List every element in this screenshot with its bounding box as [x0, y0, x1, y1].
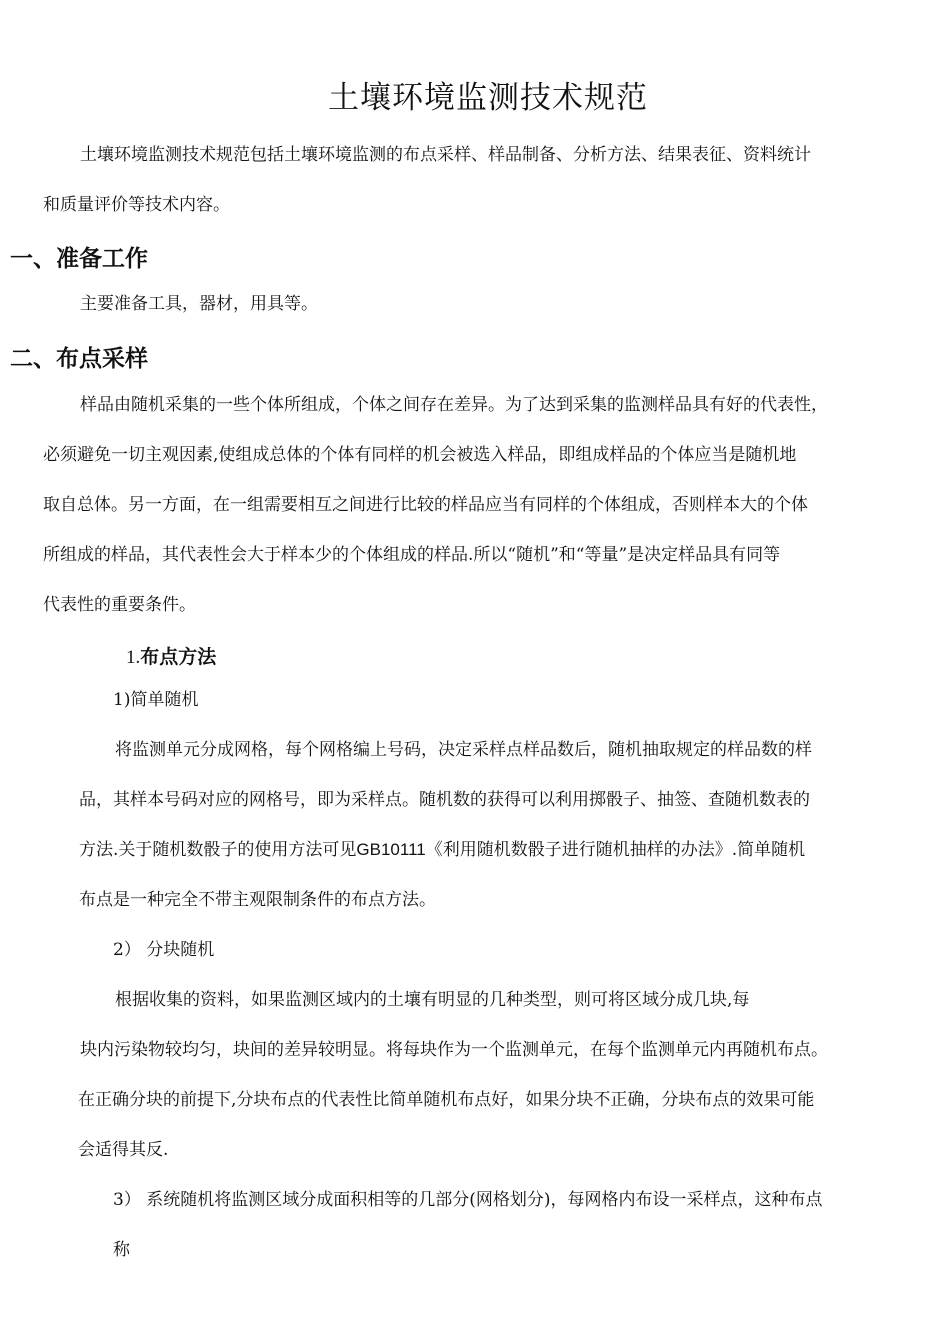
item-label-block-random: 2） 分块随机 — [113, 940, 215, 960]
simple-random-line-3-a: 方法.关于随机数骰子的使用方法可见 — [79, 840, 357, 860]
simple-random-line-2: 品，其样本号码对应的网格号，即为采样点。随机数的获得可以利用掷骰子、抽签、查随机数表的 — [79, 790, 810, 810]
subsection-number: 1. — [126, 647, 141, 668]
simple-random-line-4: 布点是一种完全不带主观限制条件的布点方法。 — [79, 890, 436, 910]
sampling-para-line-1: 样品由随机采集的一些个体所组成，个体之间存在差异。为了达到采集的监测样品具有好的代表性， — [80, 395, 828, 415]
preparation-text: 主要准备工具，器材，用具等。 — [80, 294, 318, 314]
system-random-line-1: 3） 系统随机将监测区域分成面积相等的几部分(网格划分)，每网格内布设一采样点，这种布点 — [113, 1190, 823, 1210]
subsection-heading-layout-method — [126, 644, 216, 671]
sampling-para-line-5: 代表性的重要条件。 — [43, 595, 196, 615]
sampling-para-line-4: 所组成的样品，其代表性会大于样本少的个体组成的样品.所以“随机”和“等量”是决定样品具有同等 — [43, 545, 781, 565]
simple-random-line-1: 将监测单元分成网格，每个网格编上号码，决定采样点样品数后，随机抽取规定的样品数的样 — [115, 740, 812, 760]
block-random-line-2: 块内污染物较均匀，块间的差异较明显。将每块作为一个监测单元，在每个监测单元内再随机布点。 — [80, 1040, 828, 1060]
block-random-line-1: 根据收集的资料，如果监测区域内的土壤有明显的几种类型，则可将区域分成几块,每 — [115, 990, 750, 1010]
intro-line-1: 土壤环境监测技术规范包括土壤环境监测的布点采样、样品制备、分析方法、结果表征、资料统计 — [80, 145, 811, 165]
simple-random-line-3-b: 《利用随机数骰子进行随机抽样的办法》.简单随机 — [425, 840, 806, 860]
page-title: 土壤环境监测技术规范 — [328, 80, 648, 116]
subsection-label: 布点方法 — [140, 646, 217, 668]
sampling-para-line-3: 取自总体。另一方面，在一组需要相互之间进行比较的样品应当有同样的个体组成，否则样本大的个体 — [43, 495, 808, 515]
block-random-line-3: 在正确分块的前提下,分块布点的代表性比简单随机布点好，如果分块不正确，分块布点的效果可能 — [78, 1090, 815, 1110]
sampling-para-line-2: 必须避免一切主观因素,使组成总体的个体有同样的机会被选入样品，即组成样品的个体应当是随机地 — [43, 445, 797, 465]
standard-code: GB10111 — [356, 840, 426, 859]
system-random-line-2: 称 — [113, 1240, 130, 1260]
section-heading-sampling: 二、布点采样 — [10, 346, 148, 372]
section-heading-preparation: 一、准备工作 — [10, 246, 148, 272]
simple-random-line-3 — [79, 838, 805, 862]
item-label-simple-random: 1)简单随机 — [113, 690, 199, 710]
intro-line-2: 和质量评价等技术内容。 — [43, 195, 230, 215]
block-random-line-4: 会适得其反. — [78, 1140, 169, 1160]
